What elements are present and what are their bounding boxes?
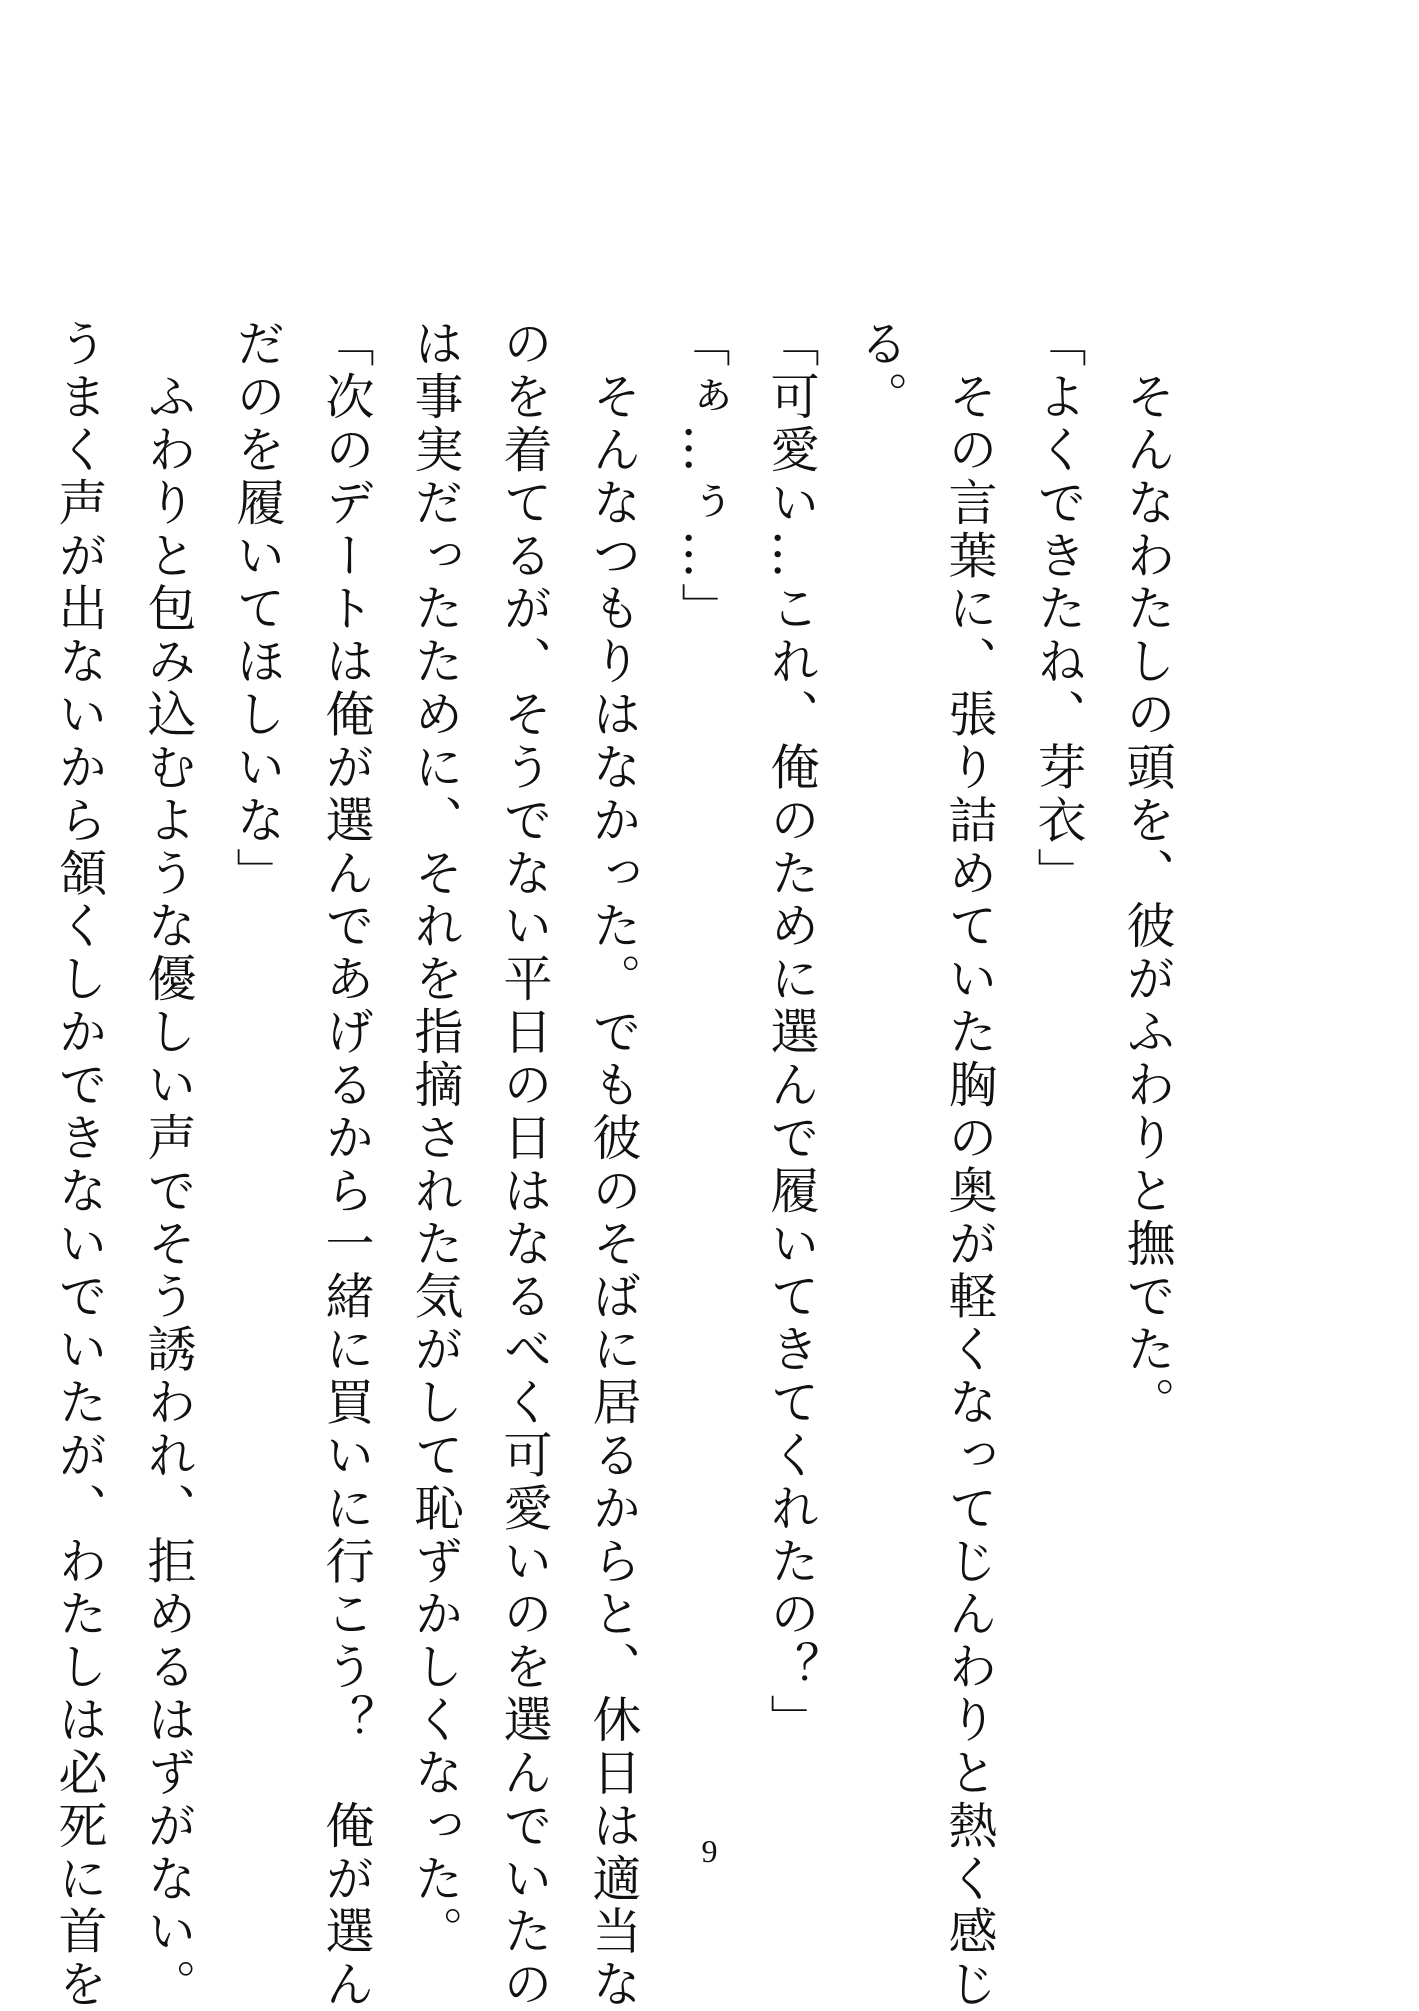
text-line: 「可愛い…これ、俺のために選んで履いてきてくれたの？」 [763, 318, 820, 1747]
text-line: そんなわたしの頭を、彼がふわりと撫でた。 [1119, 318, 1176, 1430]
text-line: うまく声が出ないから頷くしかできないでいたが、わたしは必死に首を [51, 318, 108, 2011]
text-line: だのを履いてほしいな」 [229, 318, 286, 901]
page-number: 9 [701, 1833, 718, 1869]
text-line: る。 [852, 318, 909, 424]
text-line: ふわりと包み込むような優しい声でそう誘われ、拒めるはずがない。 [140, 318, 197, 2011]
text-line: 「次のデートは俺が選んであげるから一緒に買いに行こう？ 俺が選ん [318, 318, 375, 2011]
text-line: その言葉に、張り詰めていた胸の奥が軽くなってじんわりと熱く感じ [941, 318, 998, 2011]
text-line: のを着てるが、そうでない平日の日はなるべく可愛いのを選んでいたの [496, 318, 553, 2011]
text-line: そんなつもりはなかった。でも彼のそばに居るからと、休日は適当な [585, 318, 642, 2011]
text-line: 「よくできたね、芽衣」 [1030, 318, 1087, 901]
text-line: は事実だったために、それを指摘された気がして恥ずかしくなった。 [407, 318, 464, 1959]
text-line: 「ぁ…ぅ…」 [674, 318, 731, 636]
vertical-text-body [35, 318, 1192, 2011]
